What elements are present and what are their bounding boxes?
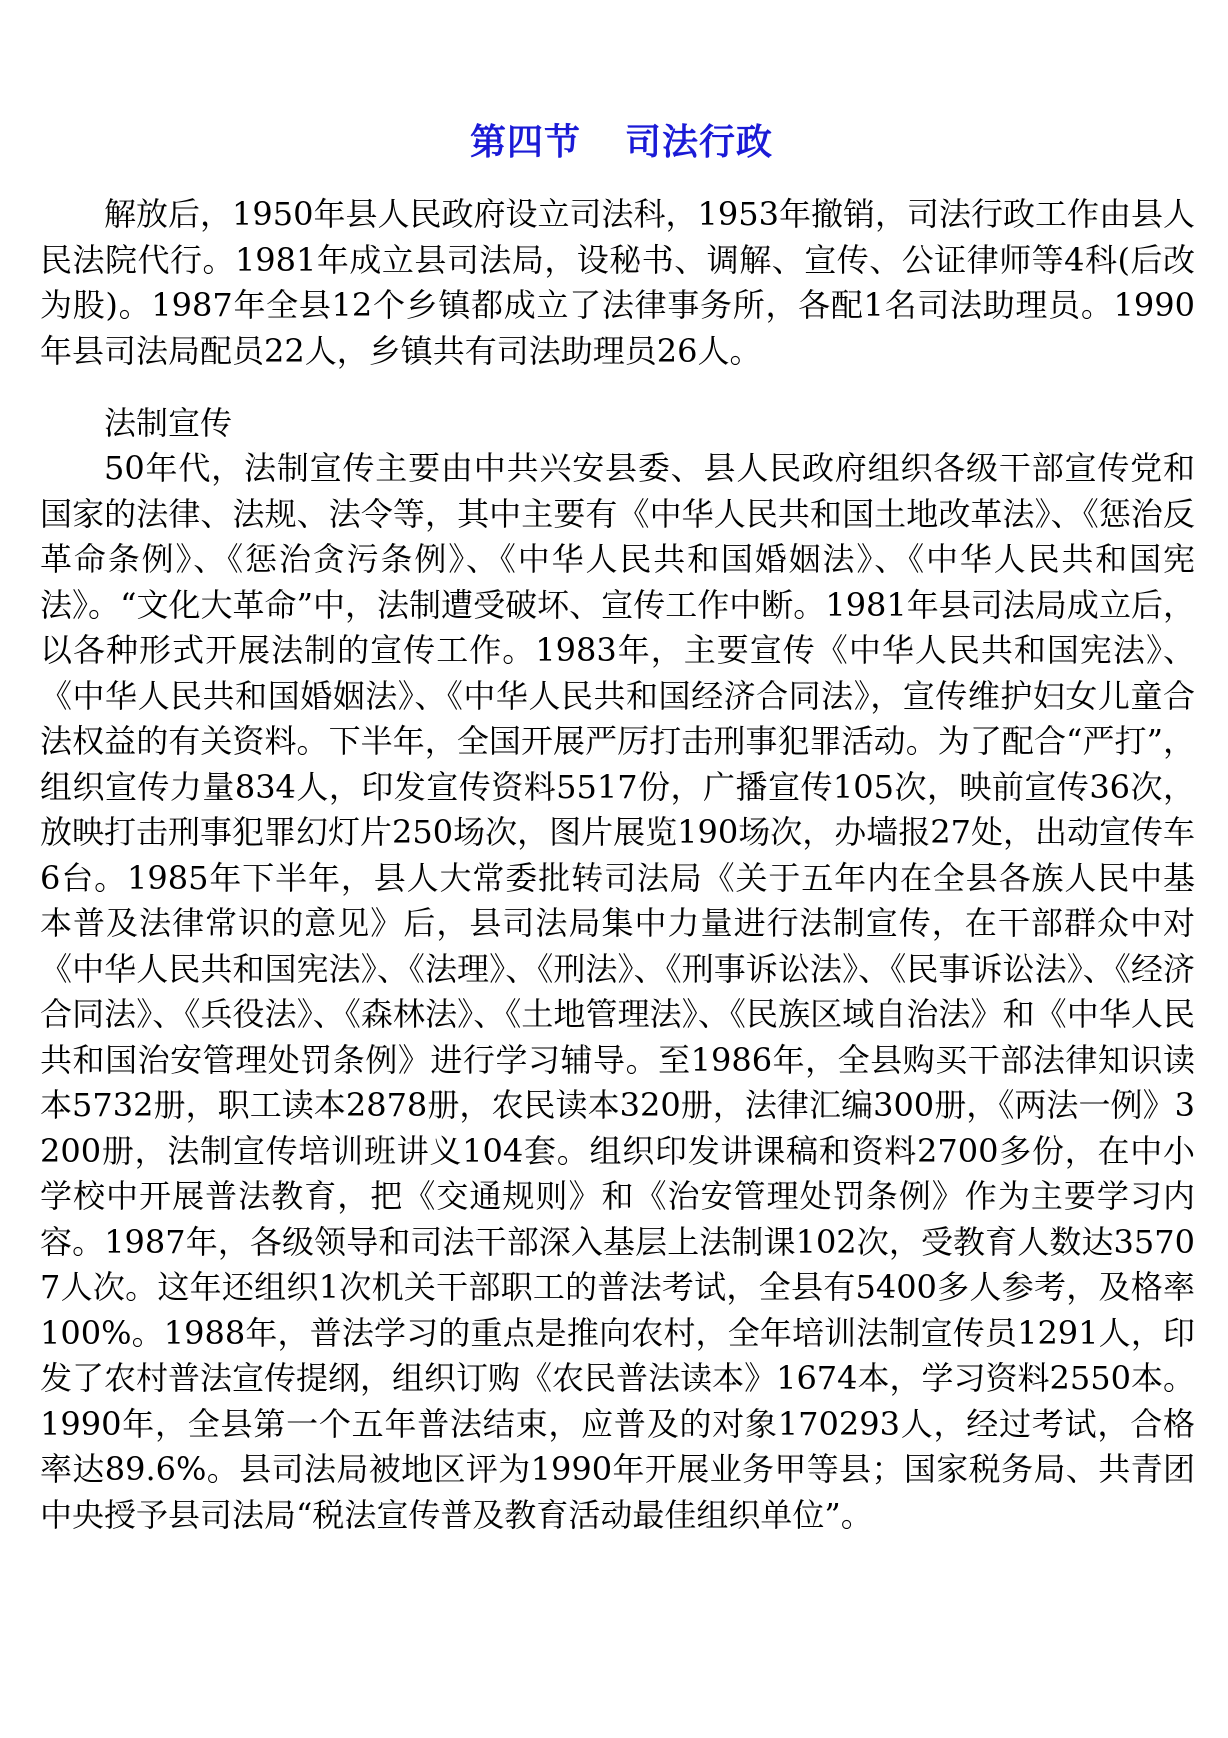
section-name: 司法行政 (625, 121, 774, 163)
subsection-heading: 法制宣传 (104, 404, 233, 442)
section-title (40, 120, 1195, 164)
document-page (40, 0, 1195, 1738)
intro-paragraph: 解放后，1950年县人民政府设立司法科，1953年撤销，司法行政工作由县人民法院代行。1981年成立县司法局，设秘书、调解、宣传、公证律师等4科(后改为股)。1987年全县12个乡镇都成立了法律事务所，各配1名司法助理员。1990年县司法局配员22人，乡镇共有司法助理员26人。 (40, 195, 1195, 370)
section-number: 第四节 (469, 121, 581, 163)
subsection-body: 50年代，法制宣传主要由中共兴安县委、县人民政府组织各级干部宣传党和国家的法律、法规、法令等，其中主要有《中华人民共和国土地改革法》、《惩治反革命条例》、《惩治贪污条例》、《中华人民共和国婚姻法》、《中华人民共和国宪法》。“文化大革命”中，法制遭受破坏、宣传工作中断。1981年县司法局成立后，以各种形式开展法制的宣传工作。1983年，主要宣传《中华人民共和国宪法》、《中华人民共和国婚姻法》、《中华人民共和国经济合同法》，宣传维护妇女儿童合法权益的有关资料。下半年，全国开展严厉打击刑事犯罪活动。为了配合“严打”，组织宣传力量834人，印发宣传资料5517份，广播宣传105次，映前宣传36次，放映打击刑事犯罪幻灯片250场次，图片展览190场次，办墙报27处，出动宣传车6台。1985年下半年，县人大常委批转司法局《关于五年内在全县各族人民中基本普及法律常识的意见》后，县司法局集中力量进行法制宣传，在干部群众中对《中华人民共和国宪法》、《法理》、《刑法》、《刑事诉讼法》、《民事诉讼法》、《经济合同法》、《兵役法》、《森林法》、《土地管理法》、《民族区域自治法》和《中华人民共和国治安管理处罚条例》进行学习辅导。至1986年，全县购买干部法律知识读本5732册，职工读本2878册，农民读本320册，法律汇编300册，《两法一例》3200册，法制宣传培训班讲义104套。组织印发讲课稿和资料2700多份，在中小学校中开展普法教育，把《交通规则》和《治安管理处罚条例》作为主要学习内容。1987年，各级领导和司法干部深入基层上法制课102次，受教育人数达35707人次。这年还组织1次机关干部职工的普法考试，全县有5400多人参考，及格率100%。1988年，普法学习的重点是推向农村，全年培训法制宣传员1291人，印发了农村普法宣传提纲，组织订购《农民普法读本》1674本，学习资料2550本。1990年，全县第一个五年普法结束，应普及的对象170293人，经过考试，合格率达89.6%。县司法局被地区评为1990年开展业务甲等县；国家税务局、共青团中央授予县司法局“税法宣传普及教育活动最佳组织单位”。 (40, 449, 1195, 1534)
